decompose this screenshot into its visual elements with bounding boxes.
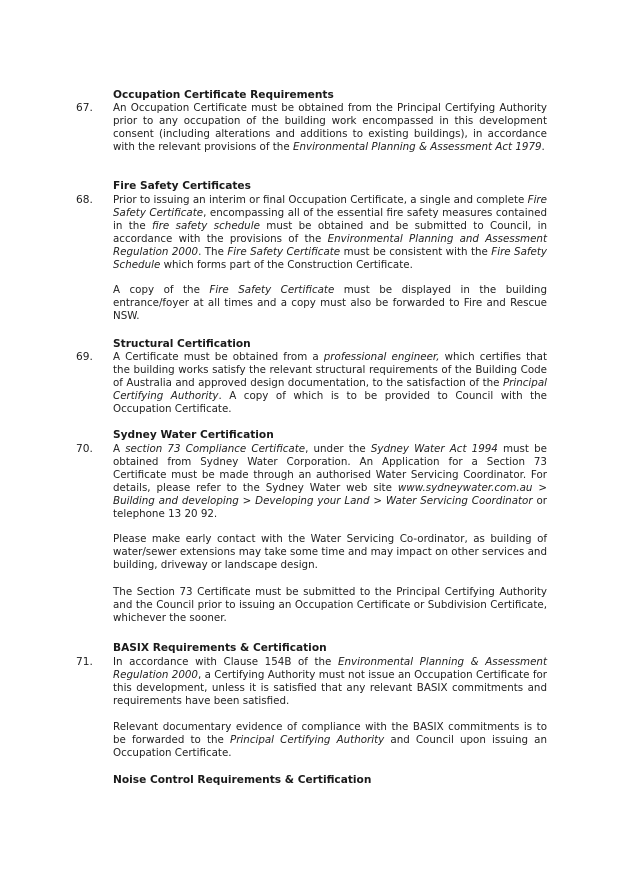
- italic-text-run: professional engineer,: [323, 351, 440, 363]
- clause-67-paragraph-1: [113, 102, 547, 154]
- clause-71-paragraph-2: [113, 721, 547, 760]
- clause-number-69: 69.: [76, 351, 93, 363]
- text-run: An Occupation Certificate must be obtained from the Principal Certifying Authority prior to any occupation of the building work encompassed in this development consent (including alterations and additions to existing buildings), in accordance with the relevant provisions of the: [113, 102, 547, 154]
- section-heading-noise-control: Noise Control Requirements & Certification: [113, 774, 372, 786]
- clause-number-68: 68.: [76, 194, 93, 206]
- clause-70-paragraph-1: [113, 443, 547, 522]
- clause-70-paragraph-2: [113, 533, 547, 572]
- italic-text-run: section 73 Compliance Certificate: [125, 443, 306, 455]
- italic-text-run: Environmental Planning & Assessment Act 1979: [292, 141, 542, 154]
- text-run: which certifies that the building works satisfy the relevant structural requirements of the Building Code of Australia and approved design documentation, to the satisfaction of the: [113, 351, 548, 390]
- section-heading-structural-certification: Structural Certification: [113, 338, 251, 350]
- clause-number-71: 71.: [76, 656, 93, 668]
- text-run: Prior to issuing an interim or final Occupation Certificate, a single and complete: [113, 194, 528, 206]
- text-run: which forms part of the Construction Certificate.: [160, 259, 413, 272]
- text-run: .: [541, 141, 545, 154]
- italic-text-run: Principal Certifying Authority: [113, 377, 547, 403]
- clause-number-67: 67.: [76, 102, 93, 114]
- italic-text-run: Fire Safety Certificate: [209, 284, 335, 296]
- text-run: must be obtained from Sydney Water Corporation. An Application for a Section 73 Certificate must be made through an authorised Water Servicing Coordinator. For details, please refer to the Sydney Water web site: [113, 443, 547, 495]
- italic-text-run: Environmental Planning & Assessment Regulation 2000: [113, 656, 547, 682]
- section-heading-basix: BASIX Requirements & Certification: [113, 642, 327, 654]
- clause-71-paragraph-1: [113, 656, 547, 708]
- section-heading-sydney-water: Sydney Water Certification: [113, 429, 274, 441]
- clause-70-paragraph-3: [113, 586, 547, 625]
- italic-text-run: Principal Certifying Authority: [229, 734, 385, 747]
- clause-68-paragraph-1: [113, 194, 547, 273]
- text-run: , encompassing all of the essential fire safety measures contained in the: [113, 207, 547, 233]
- italic-text-run: Sydney Water Act 1994: [370, 443, 498, 455]
- text-run: , under the: [305, 443, 371, 455]
- text-run: must be consistent with the: [340, 246, 492, 259]
- italic-text-run: Environmental Planning and Assessment Regulation 2000: [113, 233, 547, 259]
- text-run: must be obtained and be submitted to Council, in accordance with the provisions of the: [113, 220, 547, 246]
- text-run: . The: [198, 246, 228, 259]
- text-run: A copy of the: [113, 284, 210, 296]
- text-run: . A copy of which is to be provided to Council with the Occupation Certificate.: [113, 390, 548, 416]
- clause-69-paragraph-1: [113, 351, 547, 416]
- clause-number-70: 70.: [76, 443, 93, 455]
- text-run: and Council upon issuing an Occupation Certificate.: [113, 734, 547, 760]
- section-heading-occupation-certificate: Occupation Certificate Requirements: [113, 89, 334, 101]
- italic-text-run: Fire Safety Schedule: [113, 246, 547, 272]
- text-run: A: [113, 443, 126, 455]
- clause-68-paragraph-2: [113, 284, 547, 323]
- text-run: The Section 73 Certificate must be submitted to the Principal Certifying Authority and the Council prior to issuing an Occupation Certificate or Subdivision Certificate, whichever the sooner.: [113, 586, 547, 625]
- italic-text-run: www.sydneywater.com.au > Building and developing > Developing your Land > Water Servicing Coordinator: [113, 482, 548, 508]
- text-run: A Certificate must be obtained from a: [113, 351, 324, 363]
- text-run: must be displayed in the building entrance/foyer at all times and a copy must also be forwarded to Fire and Rescue NSW.: [113, 284, 547, 323]
- italic-text-run: Fire Safety Certificate: [113, 194, 547, 220]
- text-run: In accordance with Clause 154B of the: [113, 656, 338, 668]
- text-run: Relevant documentary evidence of compliance with the BASIX commitments is to be forwarded to the: [113, 721, 547, 747]
- italic-text-run: Fire Safety Certificate: [227, 246, 341, 259]
- text-run: or telephone 13 20 92.: [113, 495, 547, 521]
- text-run: Please make early contact with the Water Servicing Co-ordinator, as building of water/sewer extensions may take some time and may impact on other services and building, driveway or landscape design.: [113, 533, 547, 572]
- italic-text-run: fire safety schedule: [152, 220, 260, 233]
- section-heading-fire-safety: Fire Safety Certificates: [113, 180, 251, 192]
- text-run: , a Certifying Authority must not issue an Occupation Certificate for this development, unless it is satisfied that any relevant BASIX commitments and requirements have been satisfied.: [113, 669, 547, 708]
